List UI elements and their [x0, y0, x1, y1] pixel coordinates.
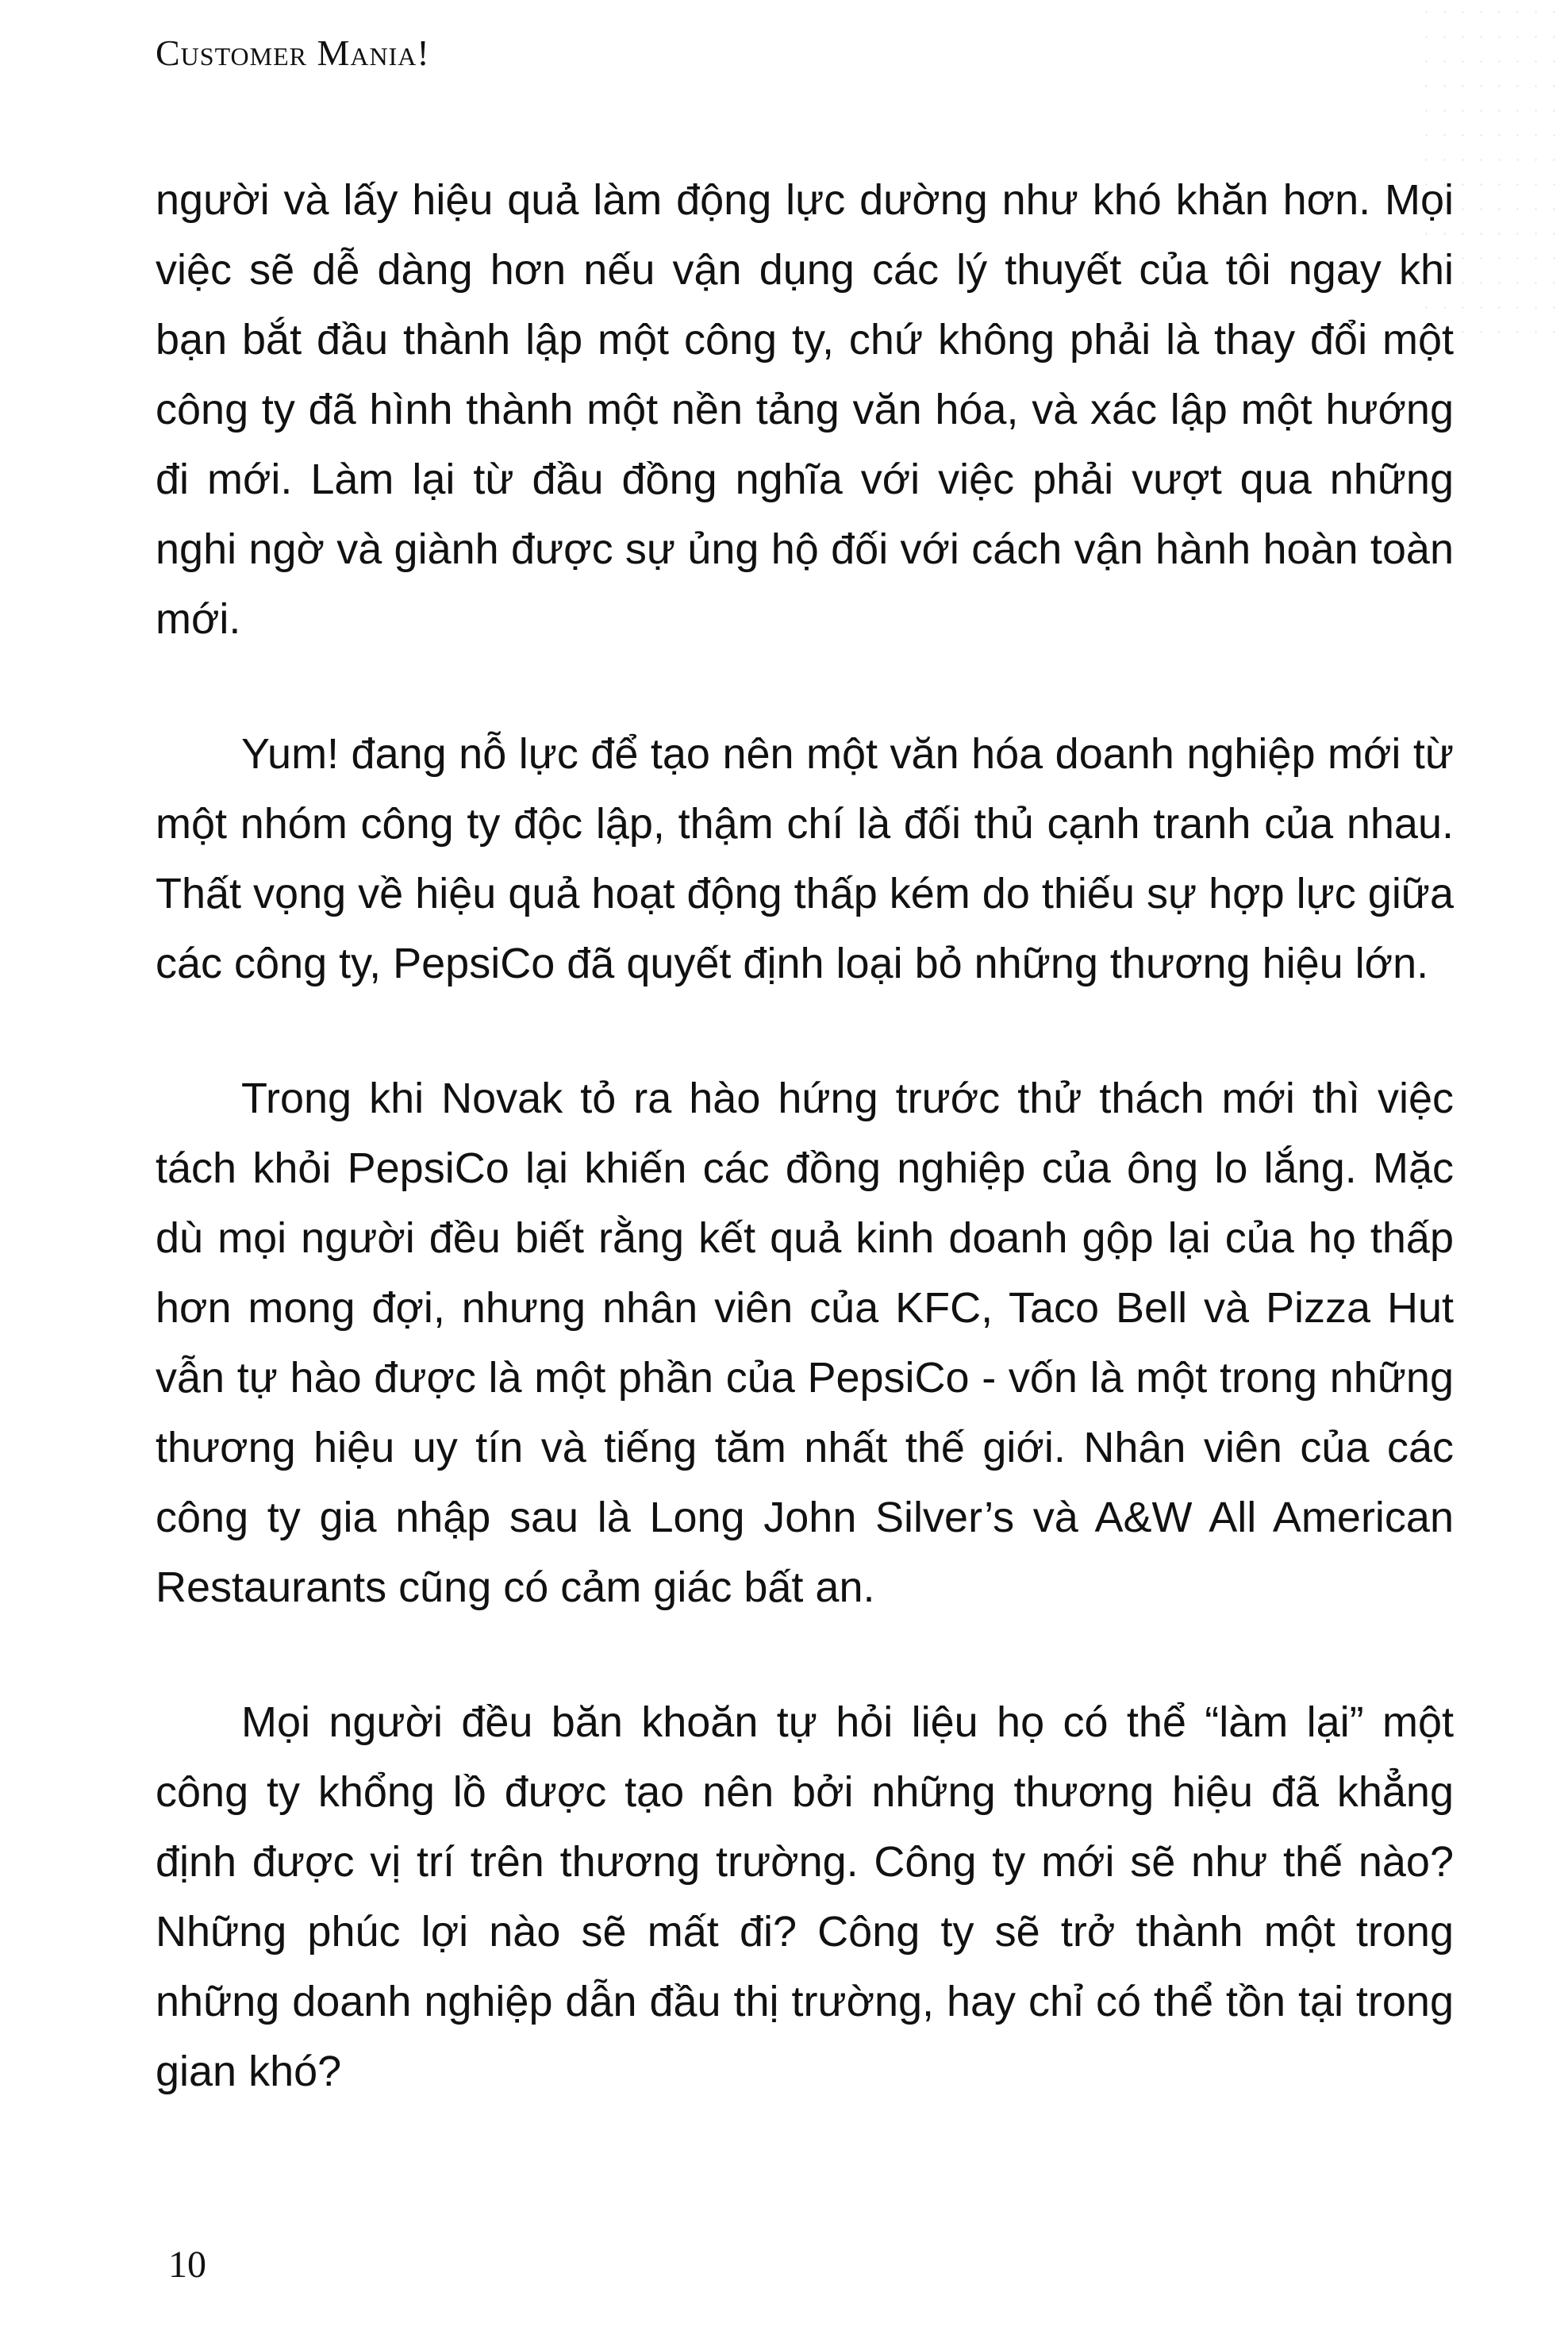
paragraph: Yum! đang nỗ lực để tạo nên một văn hóa doanh nghiệp mới từ một nhóm công ty độc lập, thậm chí là đối thủ cạnh tranh của nhau. Thất vọng về hiệu quả hoạt động thấp kém do thiếu sự hợp lực giữa các công ty, PepsiCo đã quyết định loại bỏ những thương hiệu lớn.: [156, 730, 1454, 987]
page-number: 10: [168, 2244, 206, 2286]
paragraph-continued: người và lấy hiệu quả làm động lực dường như khó khăn hơn. Mọi việc sẽ dễ dàng hơn nếu vận dụng các lý thuyết của tôi ngay khi bạn bắt đầu thành lập một công ty, chứ không phải là thay đổi một công ty đã hình thành một nền tảng văn hóa, và xác lập một hướng đi mới. Làm lại từ đầu đồng nghĩa với việc phải vượt qua những nghi ngờ và giành được sự ủng hộ đối với cách vận hành hoàn toàn mới.: [156, 176, 1454, 643]
paragraph: Trong khi Novak tỏ ra hào hứng trước thử thách mới thì việc tách khỏi PepsiCo lại khiến các đồng nghiệp của ông lo lắng. Mặc dù mọi người đều biết rằng kết quả kinh doanh gộp lại của họ thấp hơn mong đợi, nhưng nhân viên của KFC, Taco Bell và Pizza Hut vẫn tự hào được là một phần của PepsiCo - vốn là một trong những thương hiệu uy tín và tiếng tăm nhất thế giới. Nhân viên của các công ty gia nhập sau là Long John Silver’s và A&W All American Restaurants cũng có cảm giác bất an.: [156, 1075, 1454, 1611]
paragraph: Mọi người đều băn khoăn tự hỏi liệu họ có thể “làm lại” một công ty khổng lồ được tạo nên bởi những thương hiệu đã khẳng định được vị trí trên thương trường. Công ty mới sẽ như thế nào? Những phúc lợi nào sẽ mất đi? Công ty sẽ trở thành một trong những doanh nghiệp dẫn đầu thị trường, hay chỉ có thể tồn tại trong gian khó?: [156, 1698, 1454, 2095]
running-header: Customer Mania!: [156, 33, 430, 73]
body-text: [156, 165, 1454, 2171]
